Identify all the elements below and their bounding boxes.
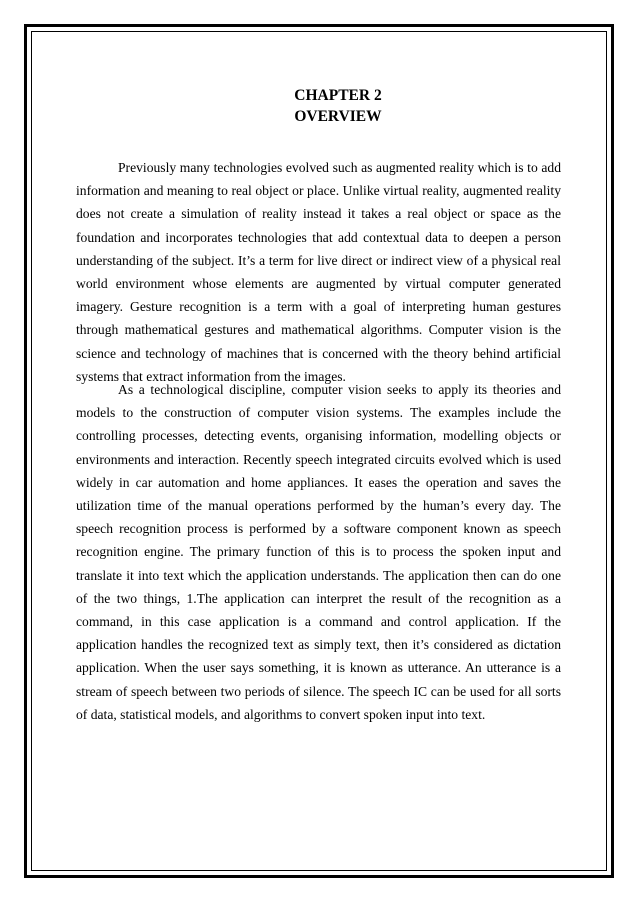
paragraph-2-text: As a technological discipline, computer vision seeks to apply its theories and models to the construction of computer vision systems. The examples include the controlling processes, detecting events, organising information, modelling objects or environments and interaction. Recently speech integrated circuits evolved which is used widely in car automation and home appliances. It eases the operation and saves the utilization time of the manual operations performed by the human’s every day. The speech recognition process is performed by a software component known as speech recognition engine. The primary function of this is to process the spoken input and translate it into text which the application understands. The application then can do one of the two things, 1.The application can interpret the result of the recognition as a command, in this case application is a command and control application. If the application handles the recognized text as simply text, then it’s considered as dictation application. When the user says something, it is known as utterance. An utterance is a stream of speech between two periods of silence. The speech IC can be used for all sorts of data, statistical models, and algorithms to convert spoken input into text. xyxy=(76,382,561,722)
paragraph-1-text: Previously many technologies evolved such as augmented reality which is to add information and meaning to real object or place. Unlike virtual reality, augmented reality does not create a simulation of reality instead it takes a real object or space as the foundation and incorporates technologies that add contextual data to deepen a person understanding of the subject. It’s a term for live direct or indirect view of a physical real world environment whose elements are augmented by virtual computer generated imagery. Gesture recognition is a term with a goal of interpreting human gestures through mathematical gestures and mathematical algorithms. Computer vision is the science and technology of machines that is concerned with the theory behind artificial systems that extract information from the images. xyxy=(76,160,561,384)
paragraph-1 xyxy=(76,156,561,388)
paragraph-2 xyxy=(76,378,561,726)
chapter-number: CHAPTER 2 xyxy=(294,87,382,104)
chapter-title: OVERVIEW xyxy=(294,108,382,125)
